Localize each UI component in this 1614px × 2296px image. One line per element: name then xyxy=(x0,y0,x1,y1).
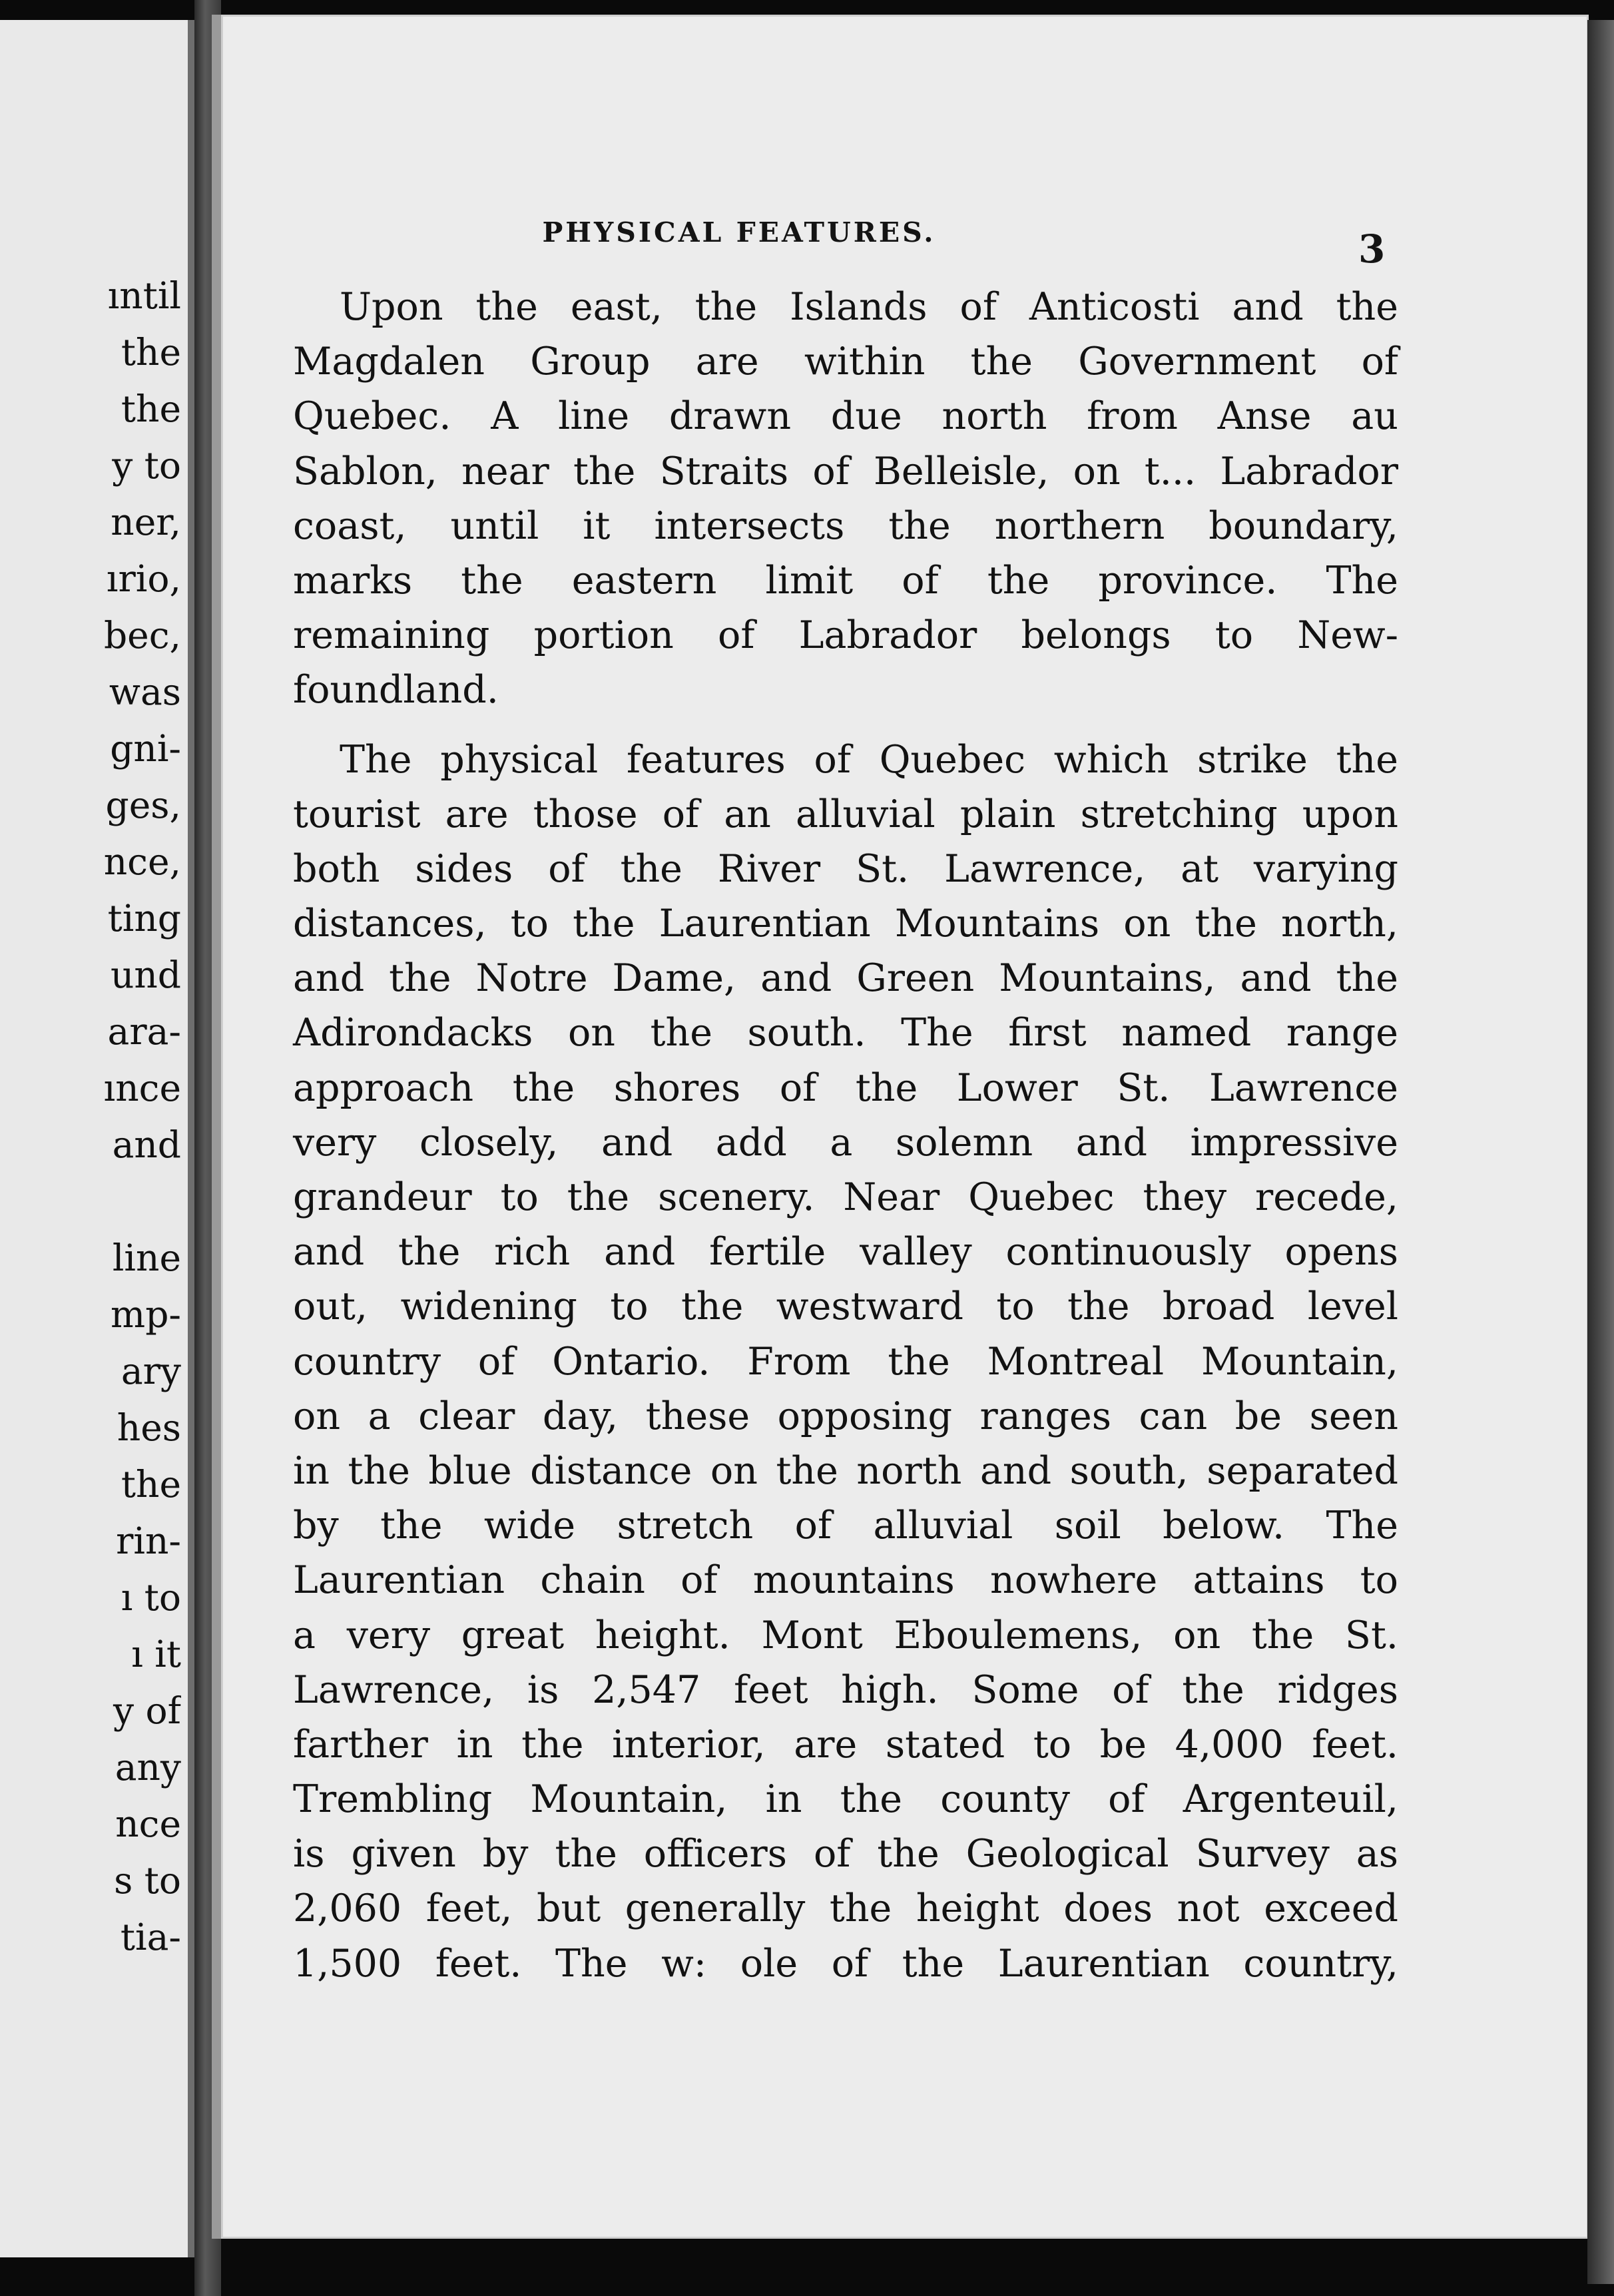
text-line: remaining portion of Labrador belongs to New- xyxy=(293,613,1398,658)
left-page-fragment: line xyxy=(112,1237,181,1279)
text-line: out, widening to the westward to the broad level xyxy=(293,1285,1398,1329)
left-page-fragment: tia- xyxy=(120,1916,181,1958)
text-line: a very great height. Mont Eboulemens, on the St. xyxy=(293,1613,1398,1657)
text-line: Lawrence, is 2,547 feet high. Some of the ridges xyxy=(293,1667,1398,1712)
left-page-fragment: y of xyxy=(113,1689,181,1732)
text-line: and the Notre Dame, and Green Mountains, and the xyxy=(293,956,1398,1001)
text-line: in the blue distance on the north and south, separated xyxy=(293,1448,1398,1493)
page-edge-shadow xyxy=(1587,20,1614,2284)
left-page-fragment: ırio, xyxy=(106,557,181,600)
left-page-fragment: bec, xyxy=(103,614,181,657)
left-page-fragment: und xyxy=(110,954,181,996)
left-page-fragment: hes xyxy=(117,1406,181,1449)
left-page-fragment: the xyxy=(121,331,181,374)
text-line: Adirondacks on the south. The first named range xyxy=(293,1011,1398,1055)
left-page-fragment: nce, xyxy=(103,840,181,883)
left-page-fragment xyxy=(0,1173,181,1230)
text-line: approach the shores of the Lower St. Lawrence xyxy=(293,1065,1398,1110)
left-page-fragment: ner, xyxy=(111,501,181,543)
text-line: Laurentian chain of mountains nowhere attains to xyxy=(293,1558,1398,1603)
text-line: very closely, and add a solemn and impressive xyxy=(293,1120,1398,1165)
left-page-fragment: the xyxy=(121,388,181,430)
paragraph-2 xyxy=(293,732,1398,1991)
left-page-fragment: rin- xyxy=(116,1520,181,1562)
page-number: 3 xyxy=(1358,226,1386,272)
text-line: tourist are those of an alluvial plain stretching upon xyxy=(293,792,1398,836)
text-line: Magdalen Group are within the Government of xyxy=(293,340,1398,384)
text-line: foundland. xyxy=(293,668,499,713)
text-line: marks the eastern limit of the province. The xyxy=(293,558,1398,603)
left-page-fragment: mp- xyxy=(111,1293,181,1336)
text-line: grandeur to the scenery. Near Quebec they recede, xyxy=(293,1175,1398,1219)
text-line: coast, until it intersects the northern boundary, xyxy=(293,503,1398,548)
text-line: both sides of the River St. Lawrence, at varying xyxy=(293,846,1398,891)
text-line: by the wide stretch of alluvial soil below. The xyxy=(293,1504,1398,1548)
text-line: The physical features of Quebec which strike the xyxy=(340,737,1398,782)
left-page-fragment: ting xyxy=(107,897,181,940)
left-page-fragment: any xyxy=(115,1746,181,1789)
left-page-fragment: the xyxy=(121,1463,181,1506)
text-line: Sablon, near the Straits of Belleisle, on t... Labrador xyxy=(293,449,1398,493)
text-line: Upon the east, the Islands of Anticosti and the xyxy=(340,285,1398,329)
body-text xyxy=(293,280,1398,1991)
text-line: is given by the officers of the Geological Survey as xyxy=(293,1832,1398,1876)
left-page-fragment: ary xyxy=(121,1350,181,1392)
running-head: PHYSICAL FEATURES. xyxy=(542,216,936,248)
left-page-fragment: and xyxy=(112,1123,181,1166)
left-page-fragment: nce xyxy=(115,1803,181,1845)
text-line: Quebec. A line drawn due north from Anse au xyxy=(293,394,1398,439)
text-line: 1,500 feet. The w: ole of the Laurentian country, xyxy=(293,1941,1398,1986)
left-facing-page xyxy=(0,20,194,2257)
left-page-fragment: ı it xyxy=(131,1633,181,1675)
text-line: 2,060 feet, but generally the height does not exceed xyxy=(293,1886,1398,1931)
left-page-fragment: ara- xyxy=(107,1010,181,1053)
text-line: Trembling Mountain, in the county of Argenteuil, xyxy=(293,1777,1398,1822)
text-line: and the rich and fertile valley continuously opens xyxy=(293,1230,1398,1275)
left-page-fragment: was xyxy=(109,671,181,713)
paragraph-1 xyxy=(293,280,1398,718)
left-page-fragment: ıntil xyxy=(107,274,181,317)
left-page-fragment: s to xyxy=(114,1859,181,1902)
text-line: distances, to the Laurentian Mountains on the north, xyxy=(293,902,1398,946)
left-page-fragment: ges, xyxy=(105,784,181,826)
left-page-fragment: gni- xyxy=(110,727,181,770)
text-line: country of Ontario. From the Montreal Mountain, xyxy=(293,1339,1398,1384)
left-page-fragment: ı to xyxy=(121,1576,181,1619)
left-page-fragment: y to xyxy=(112,444,181,487)
text-line: farther in the interior, are stated to be 4,000 feet. xyxy=(293,1722,1398,1767)
left-page-fragment: ınce xyxy=(103,1067,181,1109)
left-page-text-fragments xyxy=(0,268,181,1966)
text-line: on a clear day, these opposing ranges can be seen xyxy=(293,1394,1398,1438)
